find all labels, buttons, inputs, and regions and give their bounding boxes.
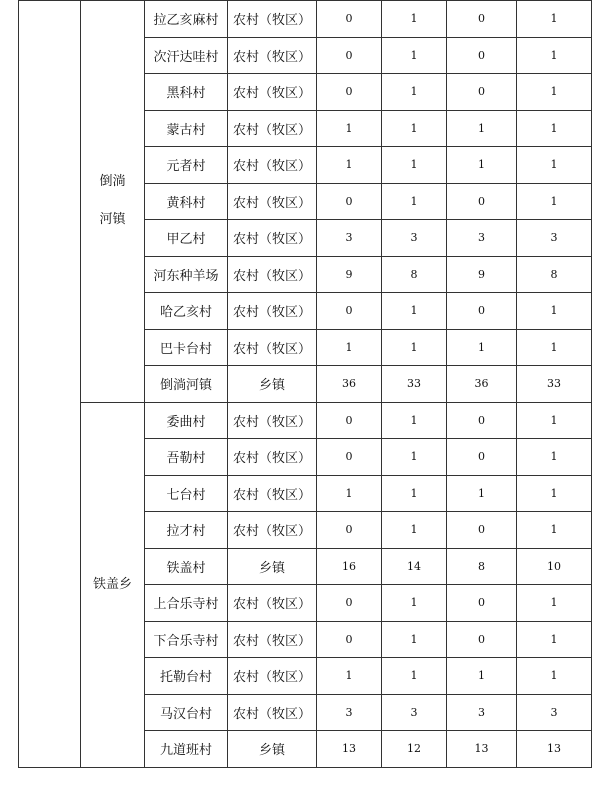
area-type-cell: 农村（牧区） (228, 658, 317, 695)
value-cell-4: 13 (517, 731, 592, 768)
village-name-cell: 委曲村 (145, 402, 228, 439)
value-cell-1: 0 (317, 183, 382, 220)
value-cell-1: 3 (317, 220, 382, 257)
value-cell-1: 0 (317, 37, 382, 74)
value-cell-2: 1 (382, 658, 447, 695)
value-cell-2: 12 (382, 731, 447, 768)
value-cell-4: 1 (517, 512, 592, 549)
village-name-cell: 元者村 (145, 147, 228, 184)
table-row (19, 402, 592, 439)
value-cell-3: 0 (447, 621, 517, 658)
value-cell-2: 1 (382, 402, 447, 439)
area-type-cell: 农村（牧区） (228, 1, 317, 38)
county-column-cell (19, 1, 81, 768)
value-cell-3: 1 (447, 475, 517, 512)
area-type-cell: 农村（牧区） (228, 74, 317, 111)
value-cell-2: 1 (382, 74, 447, 111)
value-cell-3: 1 (447, 329, 517, 366)
village-name-cell: 倒淌河镇 (145, 366, 228, 403)
value-cell-4: 1 (517, 329, 592, 366)
value-cell-2: 1 (382, 439, 447, 476)
value-cell-2: 1 (382, 147, 447, 184)
village-name-cell: 次汗达哇村 (145, 37, 228, 74)
village-name-cell: 蒙古村 (145, 110, 228, 147)
value-cell-2: 1 (382, 512, 447, 549)
value-cell-2: 1 (382, 293, 447, 330)
area-type-cell: 农村（牧区） (228, 329, 317, 366)
table-body (19, 1, 592, 768)
area-type-cell: 乡镇 (228, 548, 317, 585)
area-type-cell: 农村（牧区） (228, 183, 317, 220)
value-cell-3: 0 (447, 512, 517, 549)
value-cell-3: 0 (447, 402, 517, 439)
value-cell-1: 0 (317, 439, 382, 476)
value-cell-3: 1 (447, 658, 517, 695)
value-cell-4: 1 (517, 37, 592, 74)
value-cell-3: 0 (447, 293, 517, 330)
value-cell-4: 3 (517, 220, 592, 257)
value-cell-4: 1 (517, 402, 592, 439)
village-name-cell: 吾勒村 (145, 439, 228, 476)
value-cell-3: 0 (447, 183, 517, 220)
value-cell-3: 13 (447, 731, 517, 768)
area-type-cell: 农村（牧区） (228, 621, 317, 658)
value-cell-1: 0 (317, 512, 382, 549)
value-cell-1: 0 (317, 293, 382, 330)
village-name-cell: 托勒台村 (145, 658, 228, 695)
village-name-cell: 黑科村 (145, 74, 228, 111)
value-cell-3: 0 (447, 439, 517, 476)
area-type-cell: 农村（牧区） (228, 475, 317, 512)
value-cell-3: 9 (447, 256, 517, 293)
village-name-cell: 七台村 (145, 475, 228, 512)
value-cell-4: 1 (517, 585, 592, 622)
value-cell-3: 1 (447, 147, 517, 184)
town-cell (81, 1, 145, 403)
value-cell-3: 0 (447, 74, 517, 111)
value-cell-3: 36 (447, 366, 517, 403)
town-name-line: 河镇 (99, 212, 126, 228)
value-cell-1: 0 (317, 74, 382, 111)
area-type-cell: 农村（牧区） (228, 512, 317, 549)
value-cell-3: 3 (447, 220, 517, 257)
value-cell-1: 3 (317, 694, 382, 731)
value-cell-4: 1 (517, 1, 592, 38)
value-cell-4: 3 (517, 694, 592, 731)
value-cell-4: 1 (517, 658, 592, 695)
village-name-cell: 九道班村 (145, 731, 228, 768)
value-cell-2: 1 (382, 110, 447, 147)
value-cell-4: 1 (517, 293, 592, 330)
value-cell-4: 1 (517, 147, 592, 184)
village-name-cell: 拉乙亥麻村 (145, 1, 228, 38)
area-type-cell: 农村（牧区） (228, 220, 317, 257)
value-cell-2: 1 (382, 585, 447, 622)
village-name-cell: 巴卡台村 (145, 329, 228, 366)
village-name-cell: 黄科村 (145, 183, 228, 220)
value-cell-1: 13 (317, 731, 382, 768)
value-cell-2: 1 (382, 329, 447, 366)
value-cell-1: 9 (317, 256, 382, 293)
village-name-cell: 甲乙村 (145, 220, 228, 257)
area-type-cell: 农村（牧区） (228, 110, 317, 147)
town-cell (81, 402, 145, 767)
value-cell-4: 1 (517, 439, 592, 476)
value-cell-4: 1 (517, 110, 592, 147)
value-cell-1: 0 (317, 1, 382, 38)
value-cell-1: 1 (317, 329, 382, 366)
area-type-cell: 农村（牧区） (228, 694, 317, 731)
value-cell-2: 1 (382, 37, 447, 74)
value-cell-1: 0 (317, 621, 382, 658)
village-name-cell: 铁盖村 (145, 548, 228, 585)
value-cell-2: 8 (382, 256, 447, 293)
area-type-cell: 农村（牧区） (228, 293, 317, 330)
area-type-cell: 农村（牧区） (228, 256, 317, 293)
area-type-cell: 农村（牧区） (228, 585, 317, 622)
value-cell-2: 1 (382, 621, 447, 658)
value-cell-3: 1 (447, 110, 517, 147)
value-cell-4: 1 (517, 183, 592, 220)
town-name-line: 倒淌 (99, 174, 126, 190)
value-cell-4: 1 (517, 475, 592, 512)
value-cell-4: 1 (517, 74, 592, 111)
value-cell-2: 33 (382, 366, 447, 403)
value-cell-2: 1 (382, 475, 447, 512)
value-cell-4: 1 (517, 621, 592, 658)
value-cell-2: 3 (382, 220, 447, 257)
town-name-line: 铁盖乡 (92, 576, 132, 592)
village-name-cell: 下合乐寺村 (145, 621, 228, 658)
village-name-cell: 马汉台村 (145, 694, 228, 731)
value-cell-1: 1 (317, 658, 382, 695)
value-cell-2: 1 (382, 1, 447, 38)
value-cell-1: 0 (317, 402, 382, 439)
area-type-cell: 农村（牧区） (228, 147, 317, 184)
area-type-cell: 乡镇 (228, 366, 317, 403)
area-type-cell: 农村（牧区） (228, 439, 317, 476)
value-cell-1: 16 (317, 548, 382, 585)
value-cell-1: 1 (317, 147, 382, 184)
value-cell-2: 1 (382, 183, 447, 220)
value-cell-3: 8 (447, 548, 517, 585)
value-cell-1: 0 (317, 585, 382, 622)
village-name-cell: 河东种羊场 (145, 256, 228, 293)
value-cell-4: 10 (517, 548, 592, 585)
value-cell-3: 0 (447, 585, 517, 622)
area-type-cell: 农村（牧区） (228, 402, 317, 439)
value-cell-2: 14 (382, 548, 447, 585)
value-cell-4: 33 (517, 366, 592, 403)
village-name-cell: 上合乐寺村 (145, 585, 228, 622)
value-cell-1: 1 (317, 475, 382, 512)
village-name-cell: 拉才村 (145, 512, 228, 549)
table-row (19, 1, 592, 38)
value-cell-3: 0 (447, 1, 517, 38)
value-cell-4: 8 (517, 256, 592, 293)
area-type-cell: 农村（牧区） (228, 37, 317, 74)
village-name-cell: 哈乙亥村 (145, 293, 228, 330)
value-cell-2: 3 (382, 694, 447, 731)
value-cell-1: 36 (317, 366, 382, 403)
value-cell-3: 0 (447, 37, 517, 74)
value-cell-1: 1 (317, 110, 382, 147)
area-type-cell: 乡镇 (228, 731, 317, 768)
village-data-table (18, 0, 592, 768)
value-cell-3: 3 (447, 694, 517, 731)
